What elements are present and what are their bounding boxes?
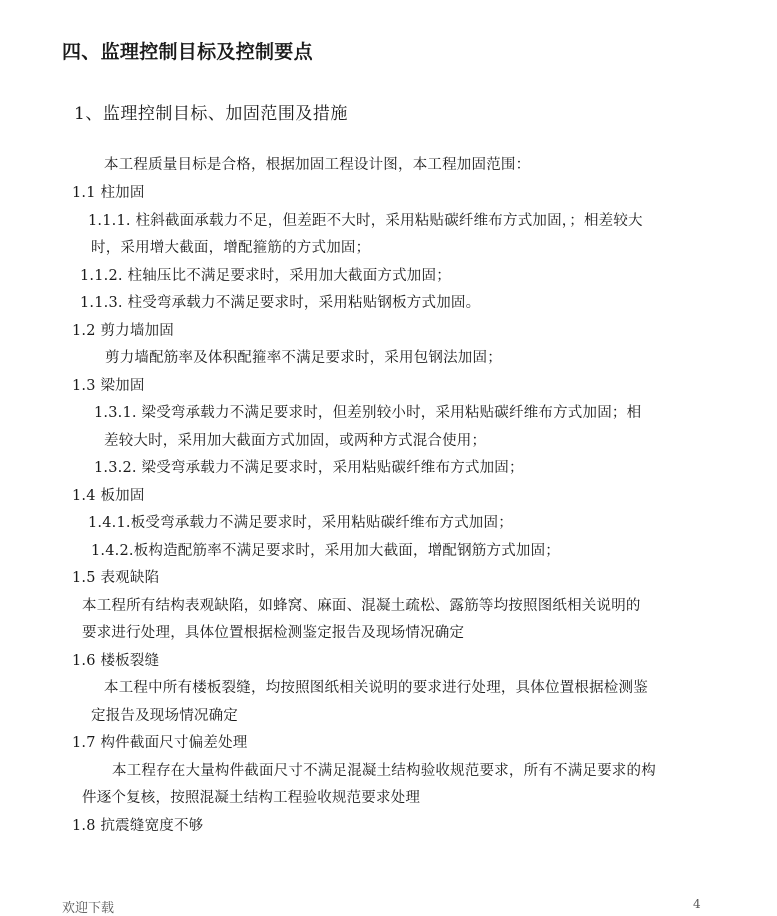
item-1-1-title: 1.1 柱加固 (72, 185, 145, 201)
item-1-7-text-cont: 件逐个复核，按照混凝土结构工程验收规范要求处理 (82, 790, 421, 806)
item-1-4-2-text: 1.4.2.板构造配筋率不满足要求时，采用加大截面，增配钢筋方式加固； (91, 543, 561, 559)
item-1-6-text: 本工程中所有楼板裂缝，均按照图纸相关说明的要求进行处理，具体位置根据检测鉴 (104, 680, 648, 696)
item-1-5-title: 1.5 表观缺陷 (72, 570, 160, 586)
footer-download-text: 欢迎下载 (62, 901, 115, 916)
footer-page-number: 4 (693, 897, 701, 911)
item-1-3-2-text: 1.3.2. 梁受弯承载力不满足要求时，采用粘贴碳纤维布方式加固； (94, 460, 524, 476)
item-1-6-title: 1.6 楼板裂缝 (72, 653, 160, 669)
item-1-3-1-text-cont: 差较大时，采用加大截面方式加固，或两种方式混合使用； (104, 433, 487, 449)
item-1-4-title: 1.4 板加固 (72, 488, 145, 504)
item-1-3-title: 1.3 梁加固 (72, 378, 145, 394)
item-1-2-title: 1.2 剪力墙加固 (72, 323, 174, 339)
subsection-heading: 1、监理控制目标、加固范围及措施 (74, 104, 348, 124)
item-1-2-text: 剪力墙配筋率及体积配箍率不满足要求时，采用包钢法加固； (105, 350, 502, 366)
item-1-5-text: 本工程所有结构表观缺陷，如蜂窝、麻面、混凝土疏松、露筋等均按照图纸相关说明的 (82, 598, 641, 614)
item-1-1-2-text: 1.1.2. 柱轴压比不满足要求时，采用加大截面方式加固； (80, 268, 451, 284)
intro-paragraph: 本工程质量目标是合格，根据加固工程设计图，本工程加固范围： (104, 157, 531, 173)
section-heading: 四、监理控制目标及控制要点 (62, 41, 313, 63)
item-1-1-1-text-cont: 时，采用增大截面，增配箍筋的方式加固； (91, 240, 371, 256)
item-1-1-3-text: 1.1.3. 柱受弯承载力不满足要求时，采用粘贴钢板方式加固。 (80, 295, 481, 311)
item-1-6-text-cont: 定报告及现场情况确定 (91, 708, 238, 724)
item-1-7-text: 本工程存在大量构件截面尺寸不满足混凝土结构验收规范要求，所有不满足要求的构 (112, 763, 656, 779)
item-1-5-text-cont: 要求进行处理，具体位置根据检测鉴定报告及现场情况确定 (82, 625, 465, 641)
item-1-4-1-text: 1.4.1.板受弯承载力不满足要求时，采用粘贴碳纤维布方式加固； (88, 515, 513, 531)
item-1-8-title: 1.8 抗震缝宽度不够 (72, 818, 204, 834)
item-1-7-title: 1.7 构件截面尺寸偏差处理 (72, 735, 248, 751)
item-1-3-1-text: 1.3.1. 梁受弯承载力不满足要求时，但差别较小时，采用粘贴碳纤维布方式加固；相 (94, 405, 642, 421)
item-1-1-1-text: 1.1.1. 柱斜截面承载力不足，但差距不大时，采用粘贴碳纤维布方式加固，；相差较大 (88, 213, 643, 229)
